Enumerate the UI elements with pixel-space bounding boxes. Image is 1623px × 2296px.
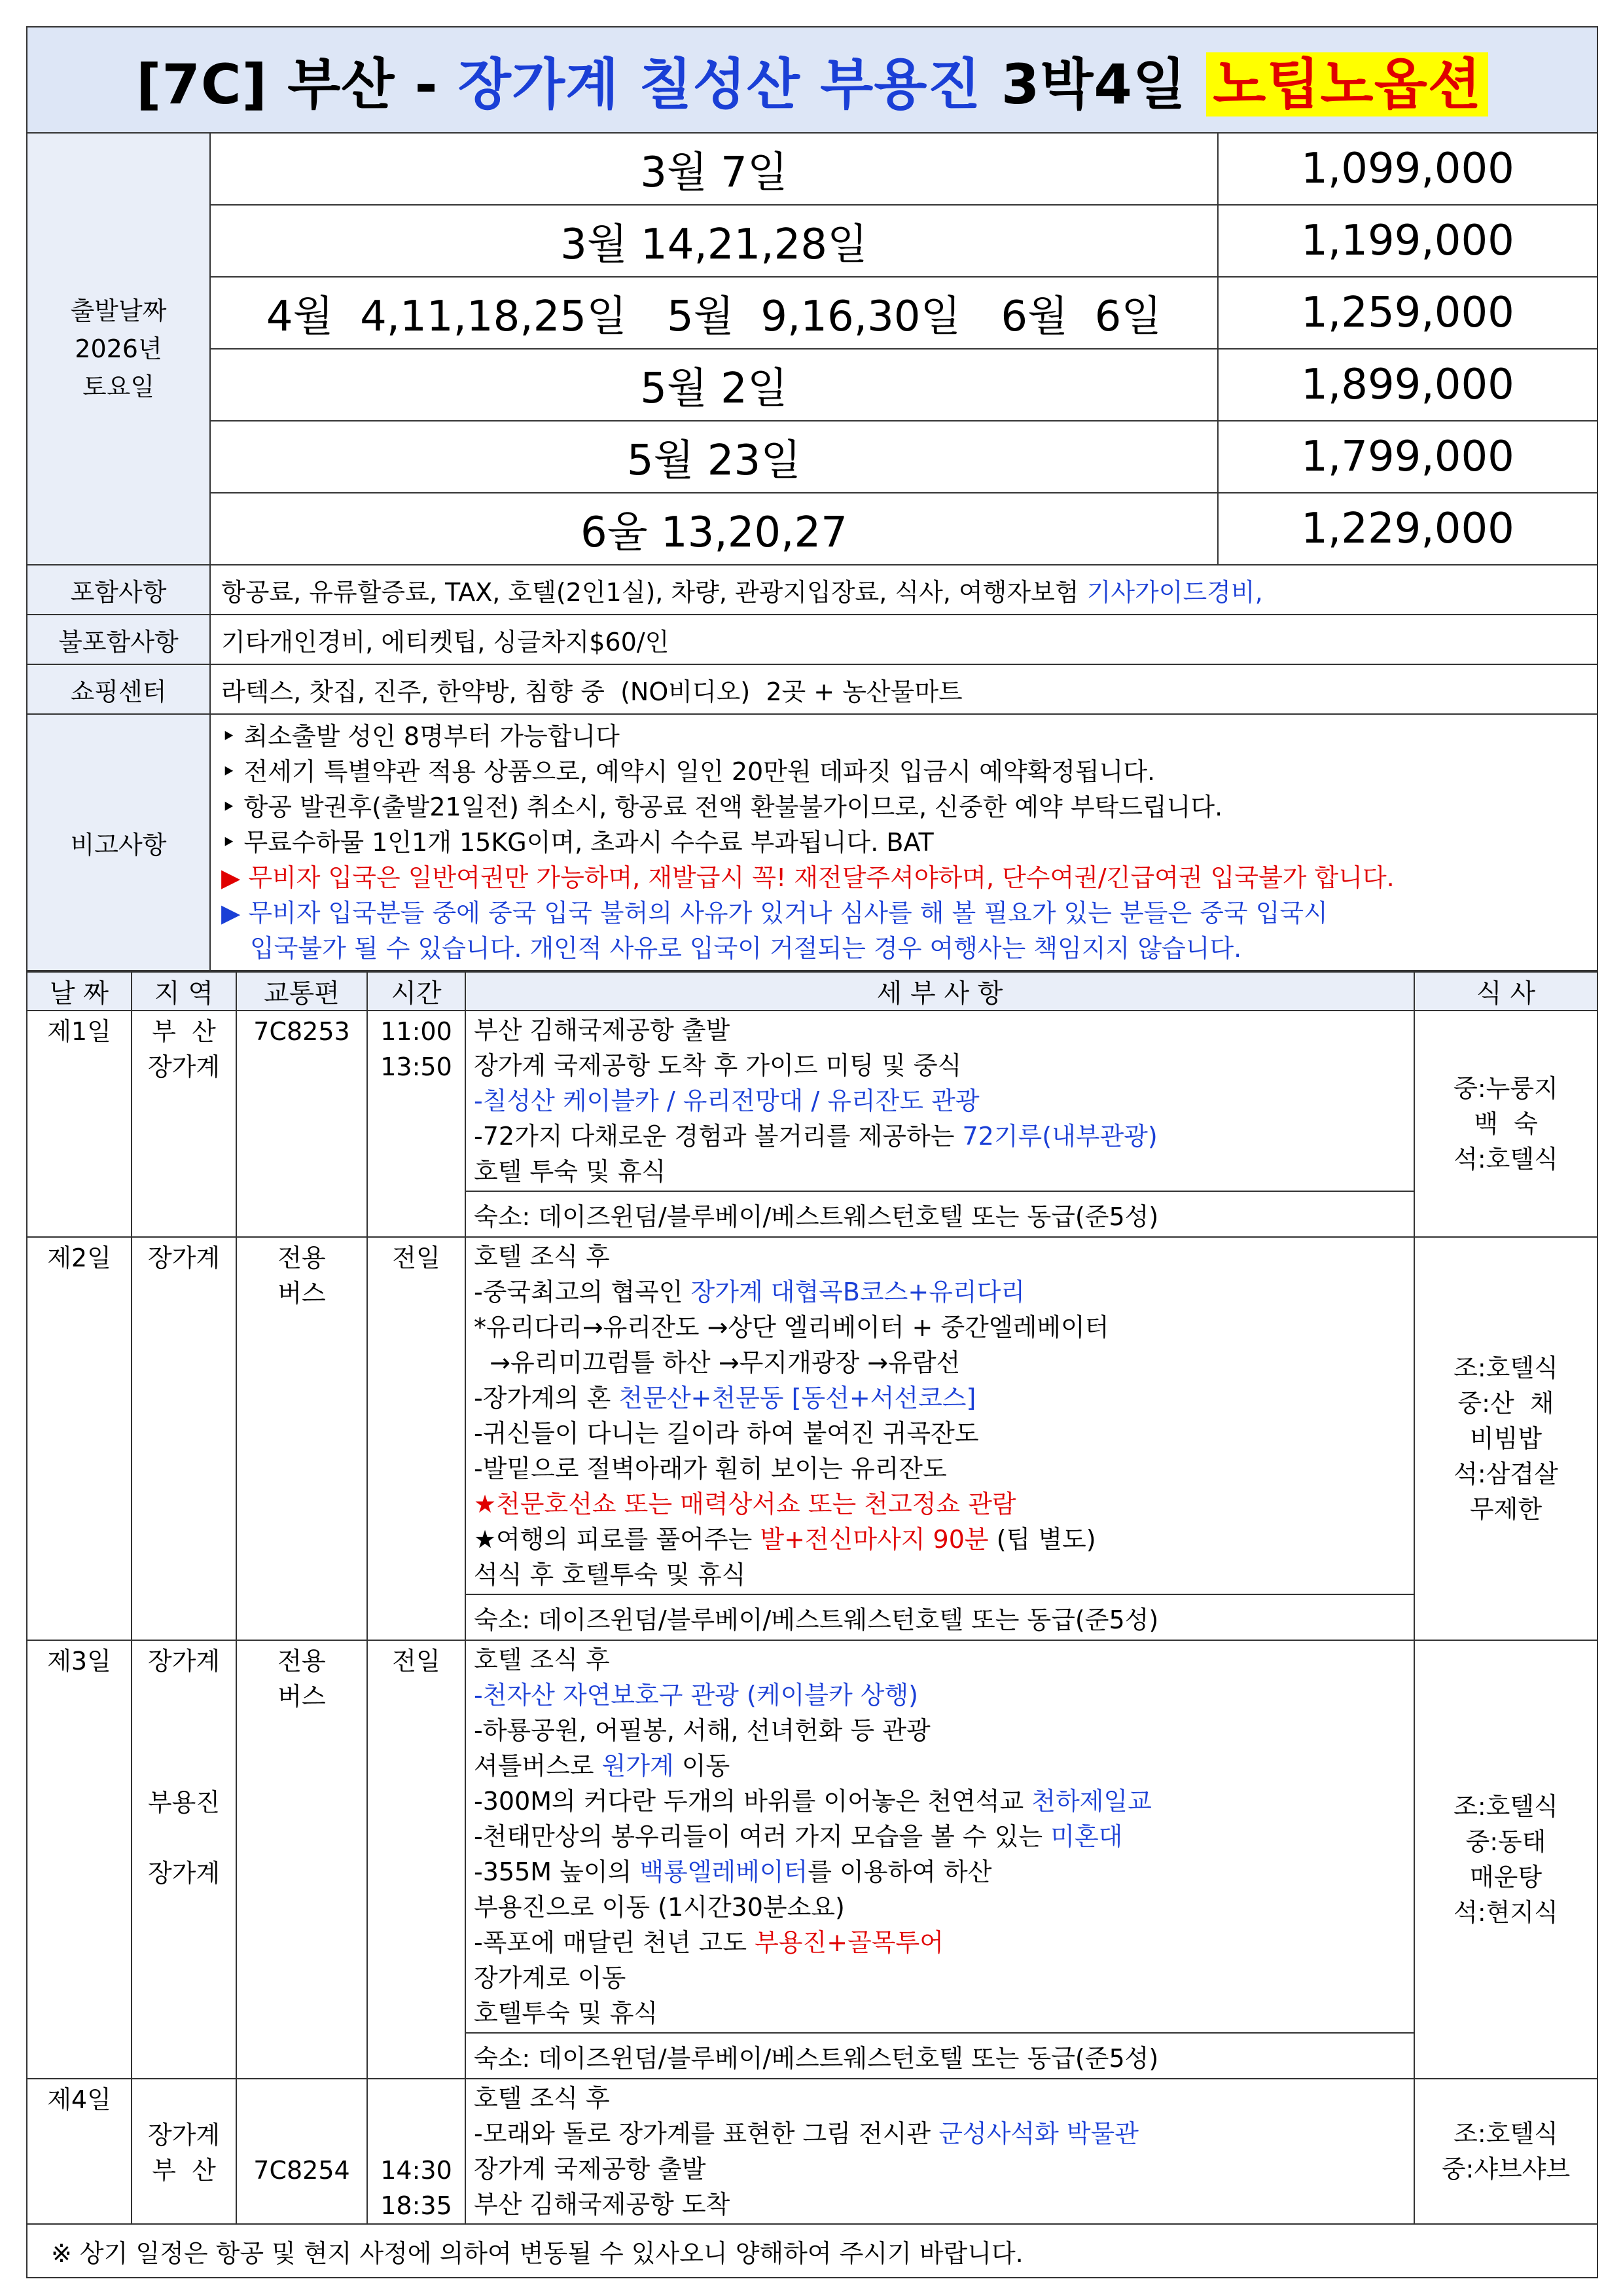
bullet-icon: ‣ bbox=[221, 793, 236, 821]
header-transport: 교통편 bbox=[236, 972, 367, 1011]
included-text bbox=[210, 565, 1597, 615]
departure-date: 3월 7일 bbox=[210, 133, 1218, 205]
header-time: 시간 bbox=[367, 972, 465, 1011]
detail-text: -칠성산 케이블카 / 유리전망대 / 유리잔도 관광 bbox=[474, 1086, 980, 1115]
detail-highlight: 72기루(내부관광) bbox=[962, 1122, 1158, 1151]
included-items: 항공료, 유류할증료, TAX, 호텔(2인1실), 차량, 관광지입장료, 식사, 여행자보험 bbox=[221, 577, 1087, 607]
bullet-icon: ‣ bbox=[221, 757, 236, 786]
region-name: 장가계 bbox=[147, 1052, 221, 1081]
arrow-icon: ▶ bbox=[221, 899, 241, 927]
detail-line bbox=[474, 1854, 1406, 1890]
departure-label-year: 2026년 bbox=[75, 334, 162, 363]
detail-highlight: 백룡엘레베이터 bbox=[639, 1857, 808, 1886]
detail-suffix: 를 이용하여 하산 bbox=[808, 1857, 992, 1886]
detail-line bbox=[474, 1416, 1406, 1451]
detail-line bbox=[474, 1154, 1406, 1189]
detail-suffix: (팁 별도) bbox=[988, 1525, 1096, 1554]
transport-cell bbox=[236, 1237, 367, 1640]
detail-text: 부산 김해국제공항 도착 bbox=[474, 2190, 730, 2219]
time-value: 18:35 bbox=[380, 2191, 452, 2220]
remark-item bbox=[221, 789, 1586, 825]
title-suffix: 3박4일 bbox=[981, 52, 1207, 117]
time-value: 전일 bbox=[392, 1647, 440, 1676]
departure-price: 1,899,000 bbox=[1218, 349, 1597, 421]
region-cell bbox=[132, 1237, 236, 1640]
time-cell bbox=[367, 1640, 465, 2079]
detail-highlight: 부용진+골목투어 bbox=[755, 1928, 944, 1957]
detail-line bbox=[474, 1925, 1406, 1960]
time-value: 11:00 bbox=[380, 1017, 452, 1046]
remarks-label: 비고사항 bbox=[27, 714, 210, 971]
time-cell bbox=[367, 1237, 465, 1640]
detail-line bbox=[474, 1960, 1406, 1996]
departure-date: 3월 14,21,28일 bbox=[210, 205, 1218, 277]
detail-line bbox=[474, 1996, 1406, 2031]
detail-text: ★천문호선쇼 또는 매력상서쇼 또는 천고정쇼 관람 bbox=[474, 1490, 1016, 1518]
detail-line bbox=[474, 1890, 1406, 1925]
day-details bbox=[465, 1011, 1414, 1191]
detail-line bbox=[474, 1451, 1406, 1486]
detail-line bbox=[474, 2116, 1406, 2151]
meal-item: 중:동태 bbox=[1465, 1827, 1546, 1856]
day-row bbox=[27, 1640, 1597, 2033]
detail-text: -폭포에 매달린 천년 고도 bbox=[474, 1928, 755, 1957]
detail-suffix: 이동 bbox=[673, 1751, 730, 1780]
detail-line bbox=[474, 1310, 1406, 1345]
day-row bbox=[27, 2079, 1597, 2224]
detail-line bbox=[474, 1345, 1406, 1380]
detail-line bbox=[474, 2187, 1406, 2222]
detail-text: -장가계의 혼 bbox=[474, 1384, 619, 1412]
detail-text: 호텔 조식 후 bbox=[474, 2084, 610, 2113]
meals-cell bbox=[1414, 1011, 1597, 1237]
detail-line bbox=[474, 1642, 1406, 1677]
bullet-icon: ‣ bbox=[221, 828, 236, 857]
departure-price: 1,099,000 bbox=[1218, 133, 1597, 205]
departure-label-line: 출발날짜 bbox=[70, 296, 167, 325]
remark-warning-text: 무비자 입국은 일반여권만 가능하며, 재발급시 꼭! 재전달주셔야하며, 단수여권/긴급여권 입국불가 합니다. bbox=[248, 863, 1395, 892]
meal-item: 석:호텔식 bbox=[1454, 1145, 1558, 1174]
detail-text: ★여행의 피로를 풀어주는 bbox=[474, 1525, 760, 1554]
time-value: 14:30 bbox=[380, 2156, 452, 2185]
footer-note: ※ 상기 일정은 항공 및 현지 사정에 의하여 변동될 수 있사오니 양해하여 주시기 바랍니다. bbox=[27, 2224, 1597, 2278]
detail-line bbox=[474, 1713, 1406, 1748]
itinerary-sheet bbox=[26, 26, 1597, 2278]
title-destination: 장가계 칠성산 부용진 bbox=[457, 52, 982, 117]
shopping-text: 라텍스, 찻집, 진주, 한약방, 침향 중 (NO비디오) 2곳 + 농산물마트 bbox=[210, 664, 1597, 714]
transport-cell bbox=[236, 2079, 367, 2224]
detail-text: -귀신들이 다니는 길이라 하여 붙여진 귀곡잔도 bbox=[474, 1419, 979, 1448]
meals-cell bbox=[1414, 1237, 1597, 1640]
detail-text: 부산 김해국제공항 출발 bbox=[474, 1016, 730, 1045]
detail-text: -355M 높이의 bbox=[474, 1857, 640, 1886]
title-highlight-badge: 노팁노옵션 bbox=[1206, 52, 1488, 117]
meal-item: 중:누룽지 bbox=[1454, 1074, 1558, 1103]
meal-item: 조:호텔식 bbox=[1454, 2119, 1558, 2148]
included-guide-fee: 기사가이드경비, bbox=[1086, 577, 1263, 607]
header-details: 세 부 사 항 bbox=[465, 972, 1414, 1011]
remark-text: 무료수하물 1인1개 15KG이며, 초과시 수수료 부과됩니다. BAT bbox=[243, 828, 934, 857]
day-label bbox=[27, 1640, 132, 2079]
detail-line bbox=[474, 1274, 1406, 1310]
region-cell bbox=[132, 1640, 236, 2079]
detail-text: 호텔 조식 후 bbox=[474, 1242, 610, 1271]
detail-line bbox=[474, 1486, 1406, 1522]
title-prefix: [7C] 부산 - bbox=[136, 52, 458, 117]
detail-line bbox=[474, 1013, 1406, 1048]
header-meals: 식 사 bbox=[1414, 972, 1597, 1011]
detail-highlight: 천문산+천문동 [동선+서선코스] bbox=[618, 1384, 976, 1412]
detail-line bbox=[474, 2151, 1406, 2187]
detail-text: →유리미끄럼틀 하산 →무지개광장 →유람선 bbox=[474, 1348, 961, 1377]
detail-highlight: 천하제일교 bbox=[1031, 1787, 1152, 1816]
detail-text: -72가지 다채로운 경험과 볼거리를 제공하는 bbox=[474, 1122, 963, 1151]
transport-value: 전용 버스 bbox=[277, 1647, 326, 1711]
departure-price: 1,799,000 bbox=[1218, 421, 1597, 493]
detail-line bbox=[474, 1748, 1406, 1784]
departure-date: 5월 2일 bbox=[210, 349, 1218, 421]
detail-text: 셔틀버스로 bbox=[474, 1751, 602, 1780]
day-label bbox=[27, 1011, 132, 1237]
excluded-text: 기타개인경비, 에티켓팁, 싱글차지$60/인 bbox=[210, 615, 1597, 664]
meals-cell bbox=[1414, 1640, 1597, 2079]
departure-label-weekday: 토요일 bbox=[82, 372, 155, 401]
remark-text: 전세기 특별약관 적용 상품으로, 예약시 일인 20만원 데파짓 입금시 예약확정됩니다. bbox=[243, 757, 1156, 786]
region-name: 장가계 bbox=[147, 1647, 221, 1676]
excluded-label: 불포함사항 bbox=[27, 615, 210, 664]
day-row bbox=[27, 1237, 1597, 1594]
region-cell bbox=[132, 1011, 236, 1237]
detail-text: -천태만상의 봉우리들이 여러 가지 모습을 볼 수 있는 bbox=[474, 1822, 1051, 1851]
departure-price: 1,259,000 bbox=[1218, 277, 1597, 349]
region-name: 장가계 bbox=[147, 1244, 221, 1272]
detail-text: 장가계 국제공항 출발 bbox=[474, 2155, 706, 2183]
detail-text: 석식 후 호텔투숙 및 휴식 bbox=[474, 1560, 746, 1589]
detail-text: -하룡공원, 어필봉, 서해, 선녀헌화 등 관광 bbox=[474, 1716, 931, 1745]
spacer bbox=[368, 2082, 465, 2153]
detail-line bbox=[474, 1119, 1406, 1154]
detail-text: -모래와 돌로 장가계를 표현한 그림 전시관 bbox=[474, 2119, 939, 2148]
detail-highlight: 원가계 bbox=[601, 1751, 674, 1780]
region-name: 부 산 bbox=[152, 1017, 216, 1046]
detail-line bbox=[474, 1819, 1406, 1854]
summary-table bbox=[26, 26, 1598, 971]
day-row bbox=[27, 1011, 1597, 1191]
remark-warning-item bbox=[221, 860, 1586, 895]
remark-notice-item bbox=[221, 895, 1586, 931]
detail-line bbox=[474, 1677, 1406, 1713]
remark-notice-text: 무비자 입국분들 중에 중국 입국 불허의 사유가 있거나 심사를 해 볼 필요가 있는 분들은 중국 입국시 bbox=[248, 899, 1328, 927]
day-label bbox=[27, 1237, 132, 1640]
shopping-label: 쇼핑센터 bbox=[27, 664, 210, 714]
remark-text: 항공 발권후(출발21일전) 취소시, 항공료 전액 환불불가이므로, 신중한 예약 부탁드립니다. bbox=[243, 793, 1223, 821]
detail-text: -발밑으로 절벽아래가 훤히 보이는 유리잔도 bbox=[474, 1454, 947, 1483]
header-region: 지 역 bbox=[132, 972, 236, 1011]
day-details bbox=[465, 2079, 1414, 2224]
departure-date: 6울 13,20,27 bbox=[210, 493, 1218, 565]
time-value: 13:50 bbox=[380, 1052, 452, 1081]
detail-text: *유리다리→유리잔도 →상단 엘리베이터 + 중간엘레베이터 bbox=[474, 1313, 1109, 1342]
detail-text: 장가계로 이동 bbox=[474, 1964, 626, 1992]
region-name bbox=[132, 1820, 236, 1856]
day-details bbox=[465, 1237, 1414, 1594]
region-name bbox=[132, 1714, 236, 1749]
detail-text: 호텔 투숙 및 휴식 bbox=[474, 1157, 666, 1186]
detail-line bbox=[474, 1048, 1406, 1083]
meal-item: 조:호텔식 bbox=[1454, 1354, 1558, 1382]
remark-item bbox=[221, 719, 1586, 754]
remarks-list bbox=[210, 714, 1597, 971]
remark-item bbox=[221, 754, 1586, 789]
region-name: 장가계 bbox=[147, 1859, 221, 1888]
arrow-icon: ▶ bbox=[221, 863, 241, 892]
detail-highlight: 장가계 대협곡B코스+유리다리 bbox=[690, 1278, 1026, 1306]
schedule-table bbox=[26, 971, 1598, 2278]
day-details bbox=[465, 1640, 1414, 2033]
region-name bbox=[132, 2082, 236, 2117]
departure-date: 5월 23일 bbox=[210, 421, 1218, 493]
region-name bbox=[132, 1679, 236, 1714]
transport-cell bbox=[236, 1640, 367, 2079]
meal-item: 석:삼겹살 bbox=[1454, 1460, 1558, 1488]
detail-line bbox=[474, 1239, 1406, 1274]
included-label: 포함사항 bbox=[27, 565, 210, 615]
detail-text: 호텔투숙 및 휴식 bbox=[474, 1999, 658, 2028]
transport-value: 전용 버스 bbox=[277, 1244, 326, 1308]
time-cell bbox=[367, 2079, 465, 2224]
meal-item: 매운탕 bbox=[1469, 1863, 1543, 1892]
transport-value: 7C8254 bbox=[253, 2156, 350, 2185]
departure-date: 4월 4,11,18,25일 5월 9,16,30일 6월 6일 bbox=[210, 277, 1218, 349]
departure-label bbox=[27, 133, 210, 565]
region-name: 부 산 bbox=[152, 2156, 216, 2185]
time-value: 전일 bbox=[392, 1244, 440, 1272]
hotel-info: 숙소: 데이즈윈덤/블루베이/베스트웨스턴호텔 또는 동급(준5성) bbox=[465, 2033, 1414, 2079]
detail-line bbox=[474, 1784, 1406, 1819]
detail-highlight: 발+전신마사지 90분 bbox=[760, 1525, 989, 1554]
remark-notice-continued: 입국불가 될 수 있습니다. 개인적 사유로 입국이 거절되는 경우 여행사는 책임지지 않습니다. bbox=[250, 934, 1242, 963]
departure-price: 1,199,000 bbox=[1218, 205, 1597, 277]
detail-line bbox=[474, 1380, 1406, 1416]
day-number: 제4일 bbox=[47, 2085, 111, 2114]
hotel-info: 숙소: 데이즈윈덤/블루베이/베스트웨스턴호텔 또는 동급(준5성) bbox=[465, 1594, 1414, 1640]
detail-text: -천자산 자연보호구 관광 (케이블카 상행) bbox=[474, 1681, 919, 1710]
detail-text: 부용진으로 이동 (1시간30분소요) bbox=[474, 1893, 845, 1922]
meal-item: 백 숙 bbox=[1474, 1109, 1538, 1138]
detail-text: 호텔 조식 후 bbox=[474, 1645, 610, 1674]
bullet-icon: ‣ bbox=[221, 722, 236, 751]
remark-text: 최소출발 성인 8명부터 가능합니다 bbox=[243, 722, 620, 751]
time-cell bbox=[367, 1011, 465, 1237]
region-name: 장가계 bbox=[147, 2121, 221, 2149]
meals-cell bbox=[1414, 2079, 1597, 2224]
transport-value: 7C8253 bbox=[253, 1017, 350, 1046]
day-label bbox=[27, 2079, 132, 2224]
meal-item: 조:호텔식 bbox=[1454, 1792, 1558, 1821]
schedule-header-row bbox=[27, 972, 1597, 1011]
detail-line bbox=[474, 1522, 1406, 1557]
page-title bbox=[27, 27, 1597, 133]
detail-text: -300M의 커다란 두개의 바위를 이어놓은 천연석교 bbox=[474, 1787, 1032, 1816]
meal-item: 무제한 bbox=[1469, 1495, 1543, 1524]
detail-line bbox=[474, 1557, 1406, 1592]
day-number: 제2일 bbox=[47, 1244, 111, 1272]
detail-text: 장가계 국제공항 도착 후 가이드 미팅 및 중식 bbox=[474, 1051, 962, 1080]
meal-item: 비빔밥 bbox=[1469, 1424, 1543, 1453]
meal-item: 중:샤브샤브 bbox=[1441, 2155, 1571, 2183]
detail-highlight: 미혼대 bbox=[1050, 1822, 1123, 1851]
departure-price: 1,229,000 bbox=[1218, 493, 1597, 565]
meal-item: 중:산 채 bbox=[1457, 1389, 1554, 1418]
transport-cell bbox=[236, 1011, 367, 1237]
detail-line bbox=[474, 1083, 1406, 1119]
day-number: 제3일 bbox=[47, 1647, 111, 1676]
detail-text: -중국최고의 협곡인 bbox=[474, 1278, 691, 1306]
meal-item: 석:현지식 bbox=[1454, 1898, 1558, 1927]
region-name bbox=[132, 1749, 236, 1785]
header-day: 날 짜 bbox=[27, 972, 132, 1011]
detail-line bbox=[474, 2081, 1406, 2116]
remark-item bbox=[221, 825, 1586, 860]
hotel-info: 숙소: 데이즈윈덤/블루베이/베스트웨스턴호텔 또는 동급(준5성) bbox=[465, 1191, 1414, 1237]
region-cell bbox=[132, 2079, 236, 2224]
region-name: 부용진 bbox=[147, 1788, 221, 1817]
detail-highlight: 군성사석화 박물관 bbox=[938, 2119, 1139, 2148]
day-number: 제1일 bbox=[47, 1017, 111, 1046]
